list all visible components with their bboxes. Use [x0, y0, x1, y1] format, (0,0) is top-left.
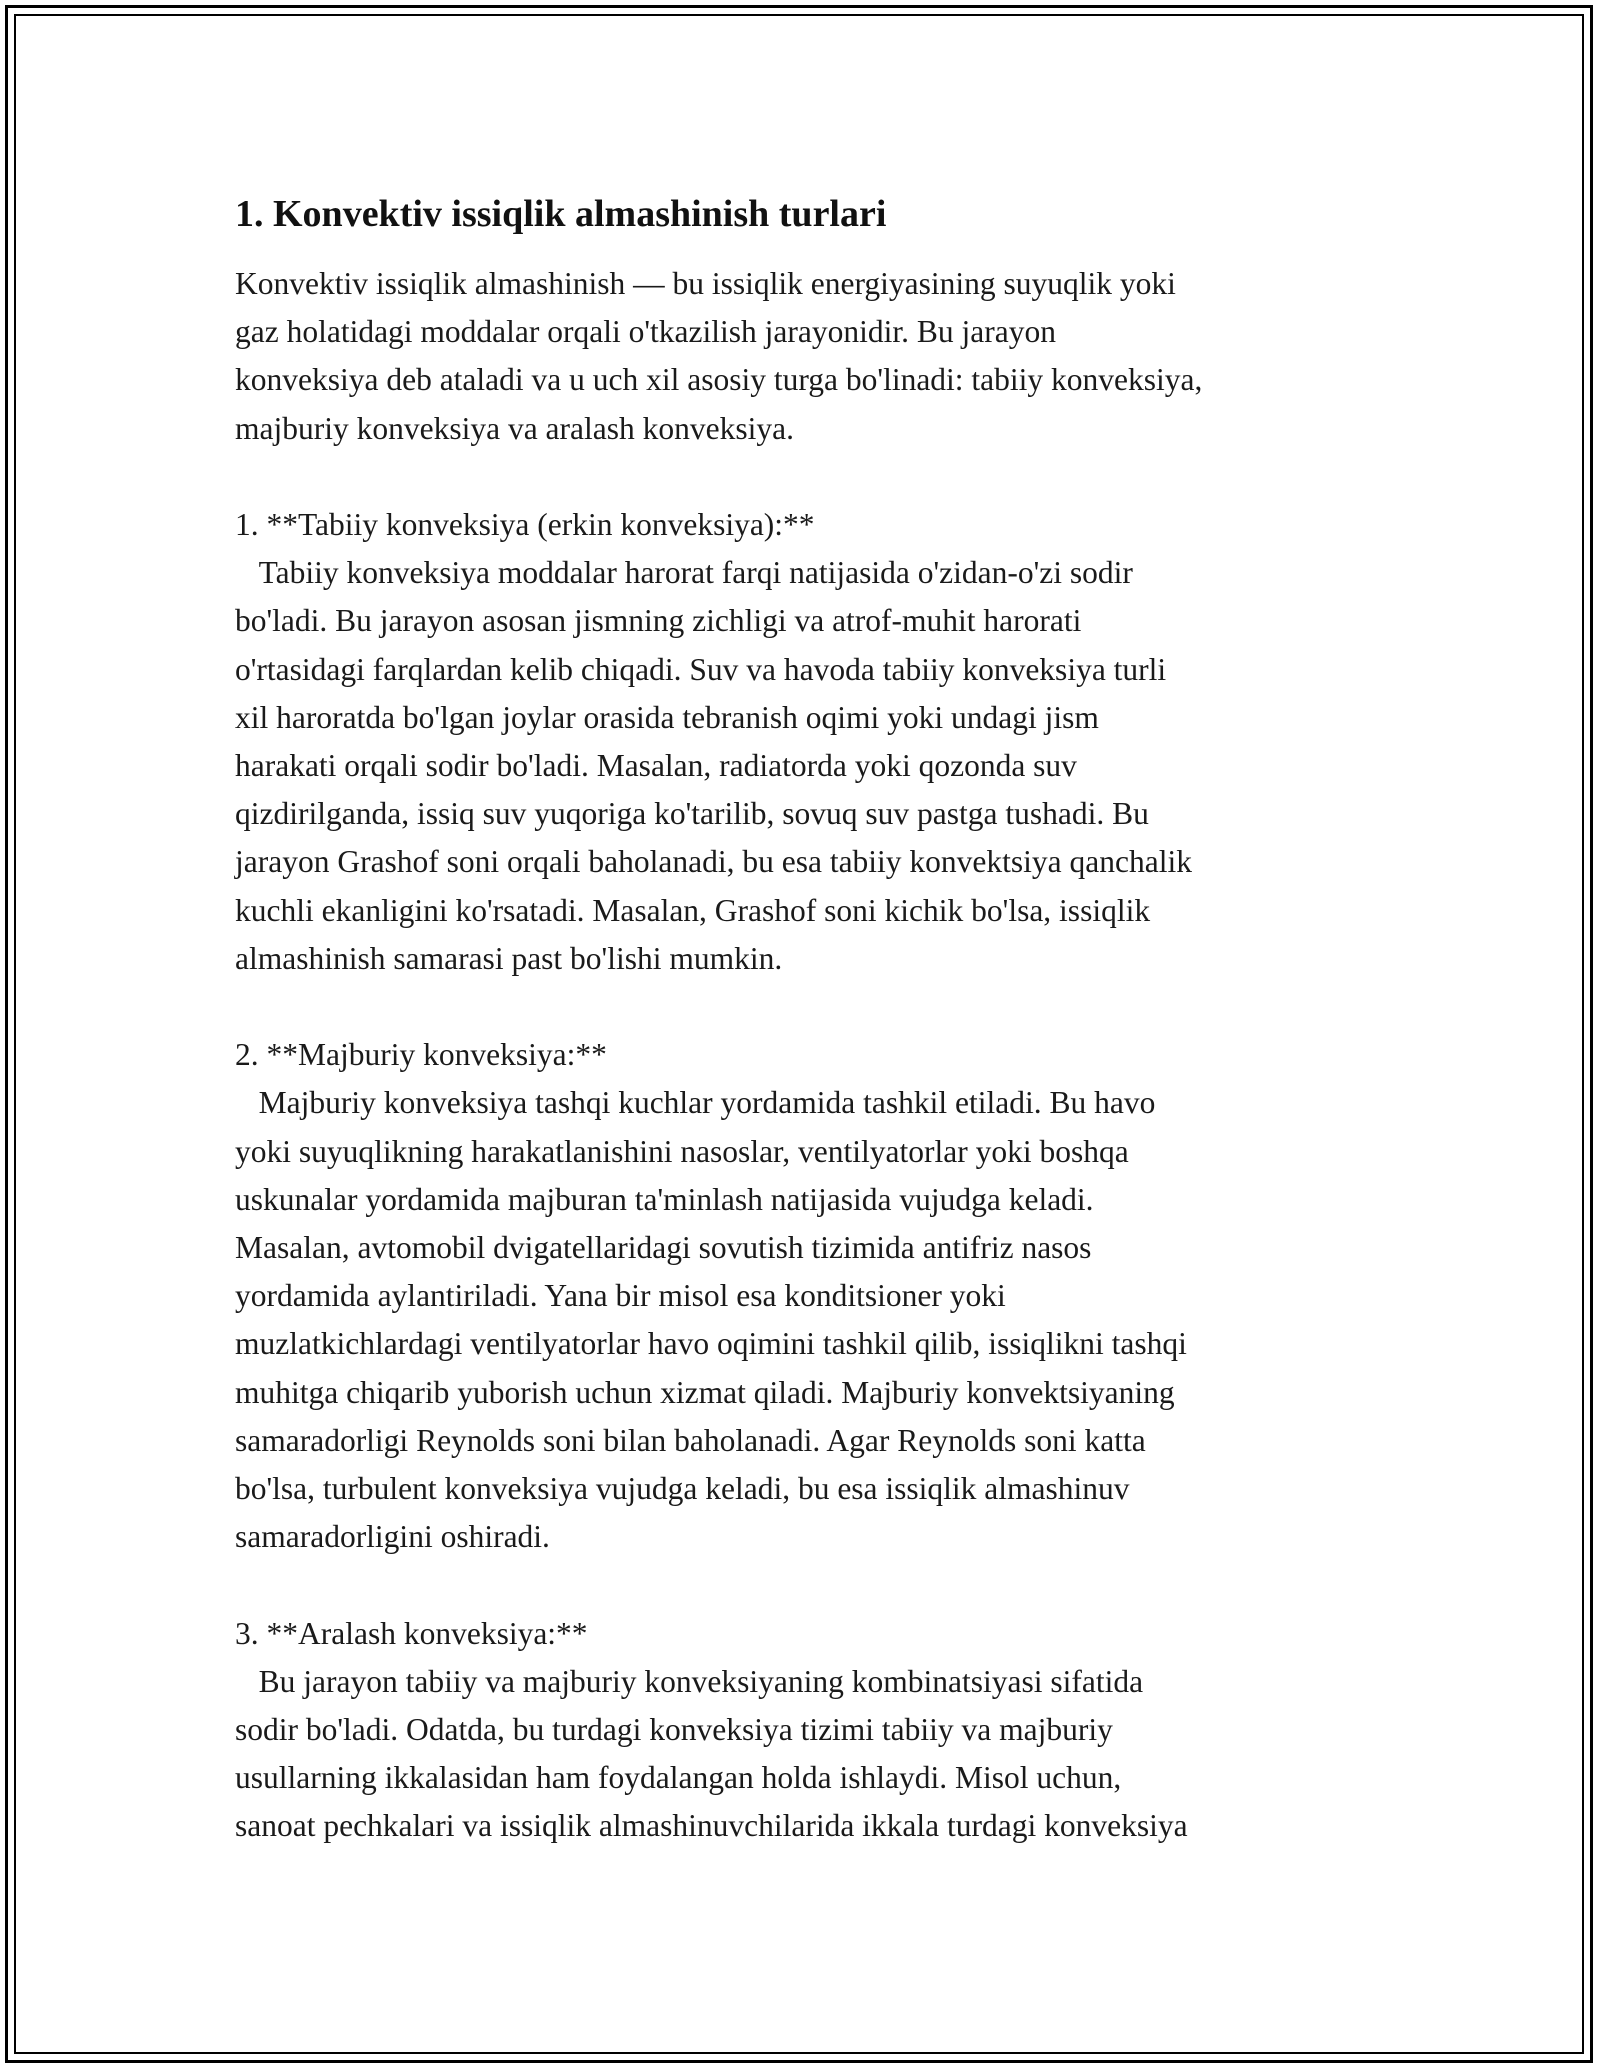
- section-heading: 3. **Aralash konveksiya:**: [235, 1615, 588, 1651]
- section-natural-convection: [235, 501, 1385, 983]
- section-forced-convection: [235, 1031, 1385, 1561]
- document-body: [235, 186, 1385, 1851]
- paragraph-gap: [235, 983, 1385, 1031]
- section-body: Majburiy konveksiya tashqi kuchlar yordamida tashkil etiladi. Bu havo yoki suyuqlikning harakatlanishini nasoslar, ventilyatorlar yoki boshqa uskunalar yordamida majburan ta'minlash natijasida vujudga keladi. Masalan, avtomobil dvigatellaridagi sovutish tizimida antifriz nasos yordamida aylantiriladi. Yana bir misol esa konditsioner yoki muzlatkichlardagi ventilyatorlar havo oqimini tashkil qilib, issiqlikni tashqi muhitga chiqarib yuborish uchun xizmat qiladi. Majburiy konvektsiyaning samaradorligi Reynolds soni bilan baholanadi. Agar Reynolds soni katta bo'lsa, turbulent konveksiya vujudga keladi, bu esa issiqlik almashinuv samaradorligini oshiradi.: [235, 1085, 1187, 1555]
- section-heading: 2. **Majburiy konveksiya:**: [235, 1037, 607, 1073]
- section-mixed-convection: [235, 1610, 1385, 1851]
- intro-paragraph: Konvektiv issiqlik almashinish — bu issiqlik energiyasining suyuqlik yoki gaz holatidagi moddalar orqali o'tkazilish jarayonidir. Bu jarayon konveksiya deb ataladi va u uch xil asosiy turga bo'linadi: tabiiy konveksiya, majburiy konveksiya va aralash konveksiya.: [235, 266, 1203, 446]
- section-body: Tabiiy konveksiya moddalar harorat farqi natijasida o'zidan-o'zi sodir bo'ladi. Bu jarayon asosan jismning zichligi va atrof-muhit harorati o'rtasidagi farqlardan kelib chiqadi. Suv va havoda tabiiy konveksiya turli xil haroratda bo'lgan joylar orasida tebranish oqimi yoki undagi jism harakati orqali sodir bo'ladi. Masalan, radiatorda yoki qozonda suv qizdirilganda, issiq suv yuqoriga ko'tarilib, sovuq suv pastga tushadi. Bu jarayon Grashof soni orqali baholanadi, bu esa tabiiy konvektsiya qanchalik kuchli ekanligini ko'rsatadi. Masalan, Grashof soni kichik bo'lsa, issiqlik almashinish samarasi past bo'lishi mumkin.: [235, 555, 1192, 976]
- paragraph-gap: [235, 1561, 1385, 1609]
- paragraph-gap: [235, 453, 1385, 501]
- section-heading: 1. **Tabiiy konveksiya (erkin konveksiya):**: [235, 507, 815, 542]
- section-body: Bu jarayon tabiiy va majburiy konveksiyaning kombinatsiyasi sifatida sodir bo'ladi. Odatda, bu turdagi konveksiya tizimi tabiiy va majburiy usullarning ikkalasidan ham foydalangan holda ishlaydi. Misol uchun, sanoat pechkalari va issiqlik almashinuvchilarida ikkala turdagi konveksiya: [235, 1663, 1188, 1844]
- document-title: 1. Konvektiv issiqlik almashinish turlari: [235, 193, 887, 235]
